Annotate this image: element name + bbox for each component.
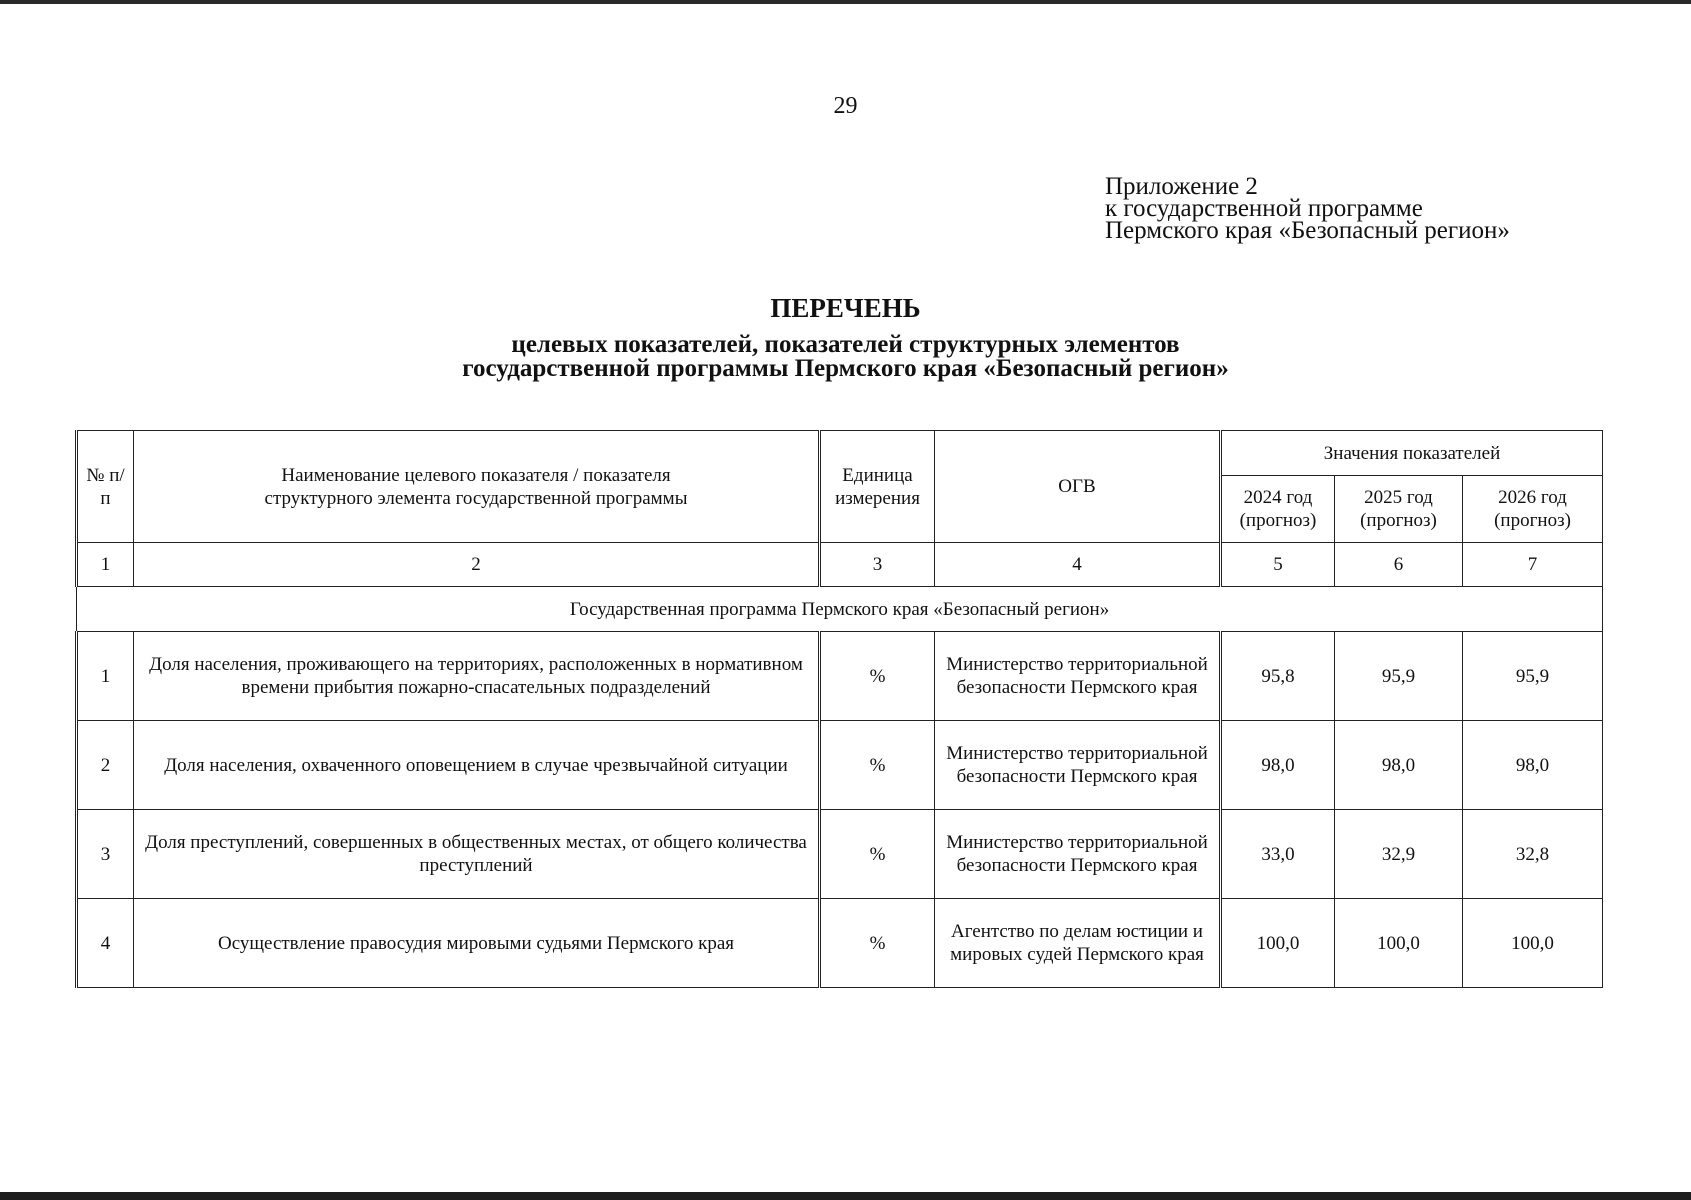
column-number: 2 [134, 543, 820, 587]
row-value-2025: 98,0 [1335, 721, 1463, 810]
row-value-2024: 100,0 [1221, 899, 1335, 988]
column-number: 7 [1463, 543, 1603, 587]
subtitle-line-1: целевых показателей, показателей структурных элементов [511, 331, 1180, 358]
table-row [77, 721, 1603, 810]
row-name: Доля населения, охваченного оповещением в случае чрезвычайной ситуации [134, 721, 820, 810]
header-unit: Единица измерения [820, 431, 935, 543]
section-row [77, 587, 1603, 632]
header-ogv: ОГВ [935, 431, 1221, 543]
row-num: 3 [77, 810, 134, 899]
section-title: Государственная программа Пермского края «Безопасный регион» [77, 587, 1603, 632]
column-numbers-row [77, 543, 1603, 587]
row-value-2024: 95,8 [1221, 632, 1335, 721]
row-value-2025: 32,9 [1335, 810, 1463, 899]
header-year-2026: 2026 год (прогноз) [1463, 476, 1603, 543]
row-num: 1 [77, 632, 134, 721]
header-num: № п/п [77, 431, 134, 543]
document-subtitle [0, 333, 1691, 381]
row-name: Доля преступлений, совершенных в общественных местах, от общего количества преступлений [134, 810, 820, 899]
column-number: 1 [77, 543, 134, 587]
row-value-2026: 32,8 [1463, 810, 1603, 899]
row-value-2024: 98,0 [1221, 721, 1335, 810]
row-value-2026: 100,0 [1463, 899, 1603, 988]
subtitle-line-2: государственной программы Пермского края «Безопасный регион» [462, 355, 1229, 382]
header-values-group: Значения показателей [1221, 431, 1603, 476]
table-row [77, 632, 1603, 721]
page-number: 29 [833, 93, 858, 119]
column-number: 3 [820, 543, 935, 587]
row-name: Доля населения, проживающего на территориях, расположенных в нормативном времени прибытия пожарно-спасательных подразделений [134, 632, 820, 721]
appendix-line-2: к государственной программе [1105, 195, 1423, 222]
row-value-2024: 33,0 [1221, 810, 1335, 899]
column-number: 4 [935, 543, 1221, 587]
scan-bottom-edge [0, 1192, 1691, 1200]
row-name: Осуществление правосудия мировыми судьями Пермского края [134, 899, 820, 988]
table-row [77, 899, 1603, 988]
header-year-2024: 2024 год (прогноз) [1221, 476, 1335, 543]
row-ogv: Министерство территориальной безопасности Пермского края [935, 810, 1221, 899]
row-unit: % [820, 810, 935, 899]
table-row [77, 810, 1603, 899]
row-value-2026: 95,9 [1463, 632, 1603, 721]
row-unit: % [820, 721, 935, 810]
row-unit: % [820, 632, 935, 721]
row-ogv: Министерство территориальной безопасности Пермского края [935, 632, 1221, 721]
document-title: ПЕРЕЧЕНЬ [770, 293, 921, 323]
row-value-2026: 98,0 [1463, 721, 1603, 810]
row-num: 2 [77, 721, 134, 810]
header-name [134, 431, 820, 543]
appendix-line-3: Пермского края «Безопасный регион» [1105, 217, 1510, 244]
appendix-reference [1105, 173, 1510, 244]
column-number: 6 [1335, 543, 1463, 587]
header-name-line-1: Наименование целевого показателя / показателя [281, 464, 671, 486]
row-ogv: Министерство территориальной безопасности Пермского края [935, 721, 1221, 810]
header-name-line-2: структурного элемента государственной программы [264, 487, 688, 509]
indicators-table [75, 430, 1603, 988]
row-unit: % [820, 899, 935, 988]
row-ogv: Агентство по делам юстиции и мировых судей Пермского края [935, 899, 1221, 988]
appendix-line-1: Приложение 2 [1105, 173, 1258, 200]
header-row-1 [77, 431, 1603, 476]
column-number: 5 [1221, 543, 1335, 587]
scan-top-edge [0, 0, 1691, 4]
row-value-2025: 95,9 [1335, 632, 1463, 721]
row-value-2025: 100,0 [1335, 899, 1463, 988]
row-num: 4 [77, 899, 134, 988]
header-year-2025: 2025 год (прогноз) [1335, 476, 1463, 543]
